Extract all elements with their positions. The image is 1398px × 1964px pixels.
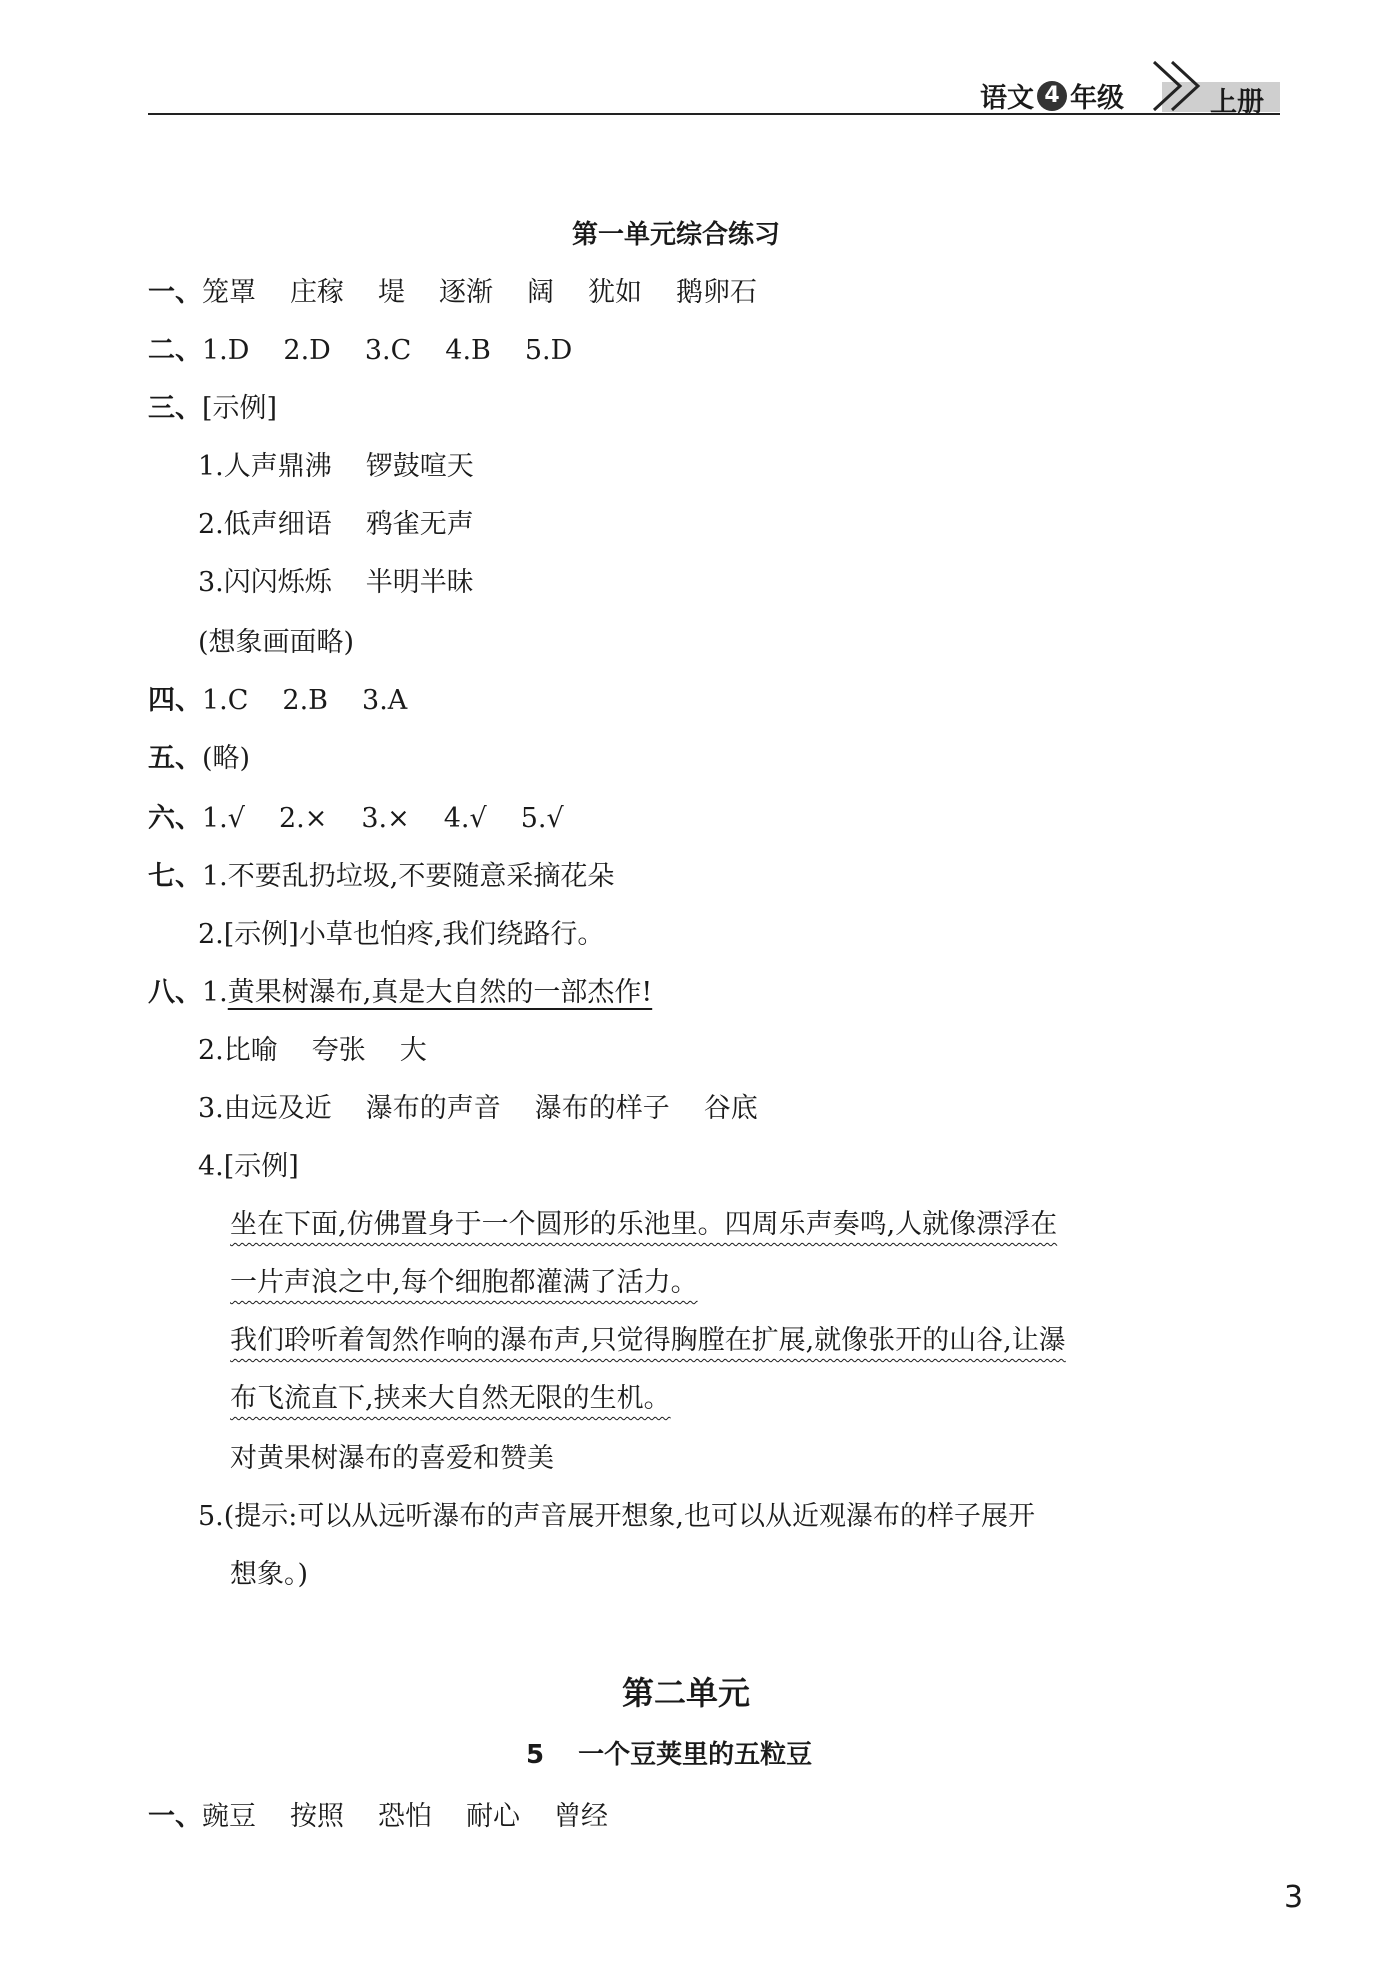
unit2-q1: 一、豌豆 按照 恐怕 耐心 曾经	[148, 1801, 608, 1832]
unit1-q3-line1: 1.人声鼎沸 锣鼓喧天	[198, 451, 474, 482]
header-subject	[980, 76, 1124, 115]
unit1-q3-note: (想象画面略)	[198, 627, 355, 658]
unit1-q5: 五、(略)	[148, 743, 251, 774]
grade-circle-badge: 4	[1037, 81, 1067, 111]
subject-label: 语文	[980, 83, 1034, 114]
volume-label: 上册	[1210, 87, 1264, 118]
unit1-q8-a2: 2.比喻 夸张 大	[198, 1035, 427, 1066]
unit1-title: 第一单元综合练习	[572, 220, 781, 250]
lesson-number: 5	[526, 1740, 545, 1770]
wavy-underlined-line: 坐在下面,仿佛置身于一个圆形的乐池里。四周乐声奏鸣,人就像漂浮在	[230, 1209, 1058, 1240]
unit1-q4: 四、1.C 2.B 3.A	[148, 685, 408, 716]
unit1-q8-a3: 3.由远及近 瀑布的声音 瀑布的样子 谷底	[198, 1093, 758, 1124]
grade-label: 年级	[1070, 83, 1124, 114]
wavy-underlined-line: 一片声浪之中,每个细胞都灌满了活力。	[230, 1267, 698, 1298]
double-chevron-icon	[1150, 60, 1214, 112]
unit2-lesson-heading	[526, 1734, 812, 1771]
unit1-q8-a5-line1: 5.(提示:可以从远听瀑布的声音展开想象,也可以从近观瀑布的样子展开	[198, 1501, 1035, 1532]
lesson-title: 一个豆荚里的五粒豆	[578, 1740, 813, 1770]
unit1-q3: 三、[示例]	[148, 393, 278, 424]
unit2-title: 第二单元	[622, 1674, 751, 1712]
unit1-q2: 二、1.D 2.D 3.C 4.B 5.D	[148, 335, 573, 366]
unit1-q6: 六、1.√ 2.× 3.× 4.√ 5.√	[148, 803, 564, 834]
unit1-q8-a4-label: 4.[示例]	[198, 1151, 299, 1182]
wavy-underlined-line: 布飞流直下,挟来大自然无限的生机。	[230, 1383, 671, 1414]
underlined-sentence: 黄果树瀑布,真是大自然的一部杰作!	[227, 977, 653, 1008]
unit1-q8-a4-summary: 对黄果树瀑布的喜爱和赞美	[230, 1443, 554, 1474]
unit1-q3-line2: 2.低声细语 鸦雀无声	[198, 509, 474, 540]
unit1-q7-a2: 2.[示例]小草也怕疼,我们绕路行。	[198, 919, 605, 950]
unit1-q7: 七、1.不要乱扔垃圾,不要随意采摘花朵	[148, 861, 615, 892]
unit1-q1: 一、笼罩 庄稼 堤 逐渐 阔 犹如 鹅卵石	[148, 277, 757, 308]
unit1-q3-line3: 3.闪闪烁烁 半明半昧	[198, 567, 474, 598]
wavy-underlined-line: 我们聆听着訇然作响的瀑布声,只觉得胸膛在扩展,就像张开的山谷,让瀑	[230, 1325, 1066, 1356]
unit1-q8: 八、1.黄果树瀑布,真是大自然的一部杰作!	[148, 977, 653, 1008]
page-number: 3	[1284, 1880, 1304, 1915]
unit1-q8-a5-line2: 想象。)	[230, 1559, 309, 1590]
